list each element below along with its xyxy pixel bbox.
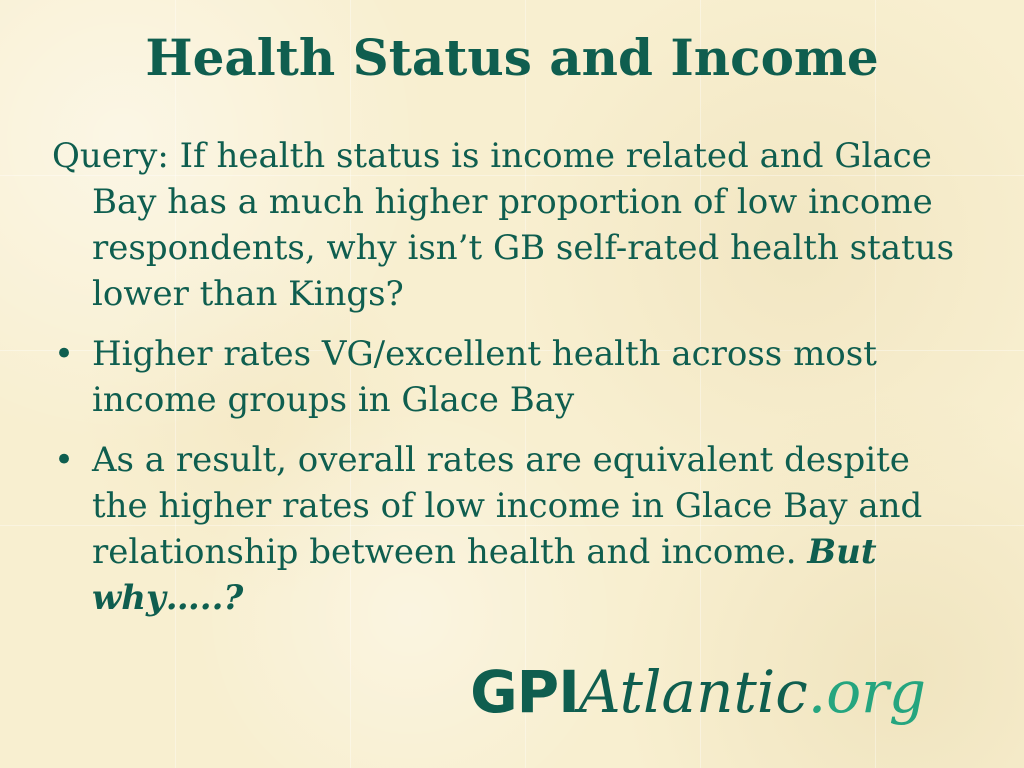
slide-title: Health Status and Income	[145, 28, 879, 87]
logo-atlantic-text: Atlantic	[578, 658, 808, 726]
bullet-marker: •	[54, 334, 75, 374]
logo-gpi-text: GPI	[470, 658, 579, 726]
bullet-text: As a result, overall rates are equivalent despite the higher rates of low income in Glace Bay and relationship between health and income.	[92, 440, 923, 572]
slide-body	[52, 133, 972, 635]
bullet-item	[52, 331, 972, 423]
logo-org-text: .org	[807, 658, 926, 726]
query-paragraph: Query: If health status is income related and Glace Bay has a much higher proportion of low income respondents, why isn’t GB self-rated health status lower than Kings?	[52, 136, 955, 314]
bullet-item	[52, 437, 972, 621]
gpi-atlantic-logo	[470, 658, 926, 738]
bullet-emphasis: But why…..?	[92, 532, 877, 618]
bullet-text: Higher rates VG/excellent health across most income groups in Glace Bay	[92, 334, 877, 420]
bullet-marker: •	[54, 440, 75, 480]
